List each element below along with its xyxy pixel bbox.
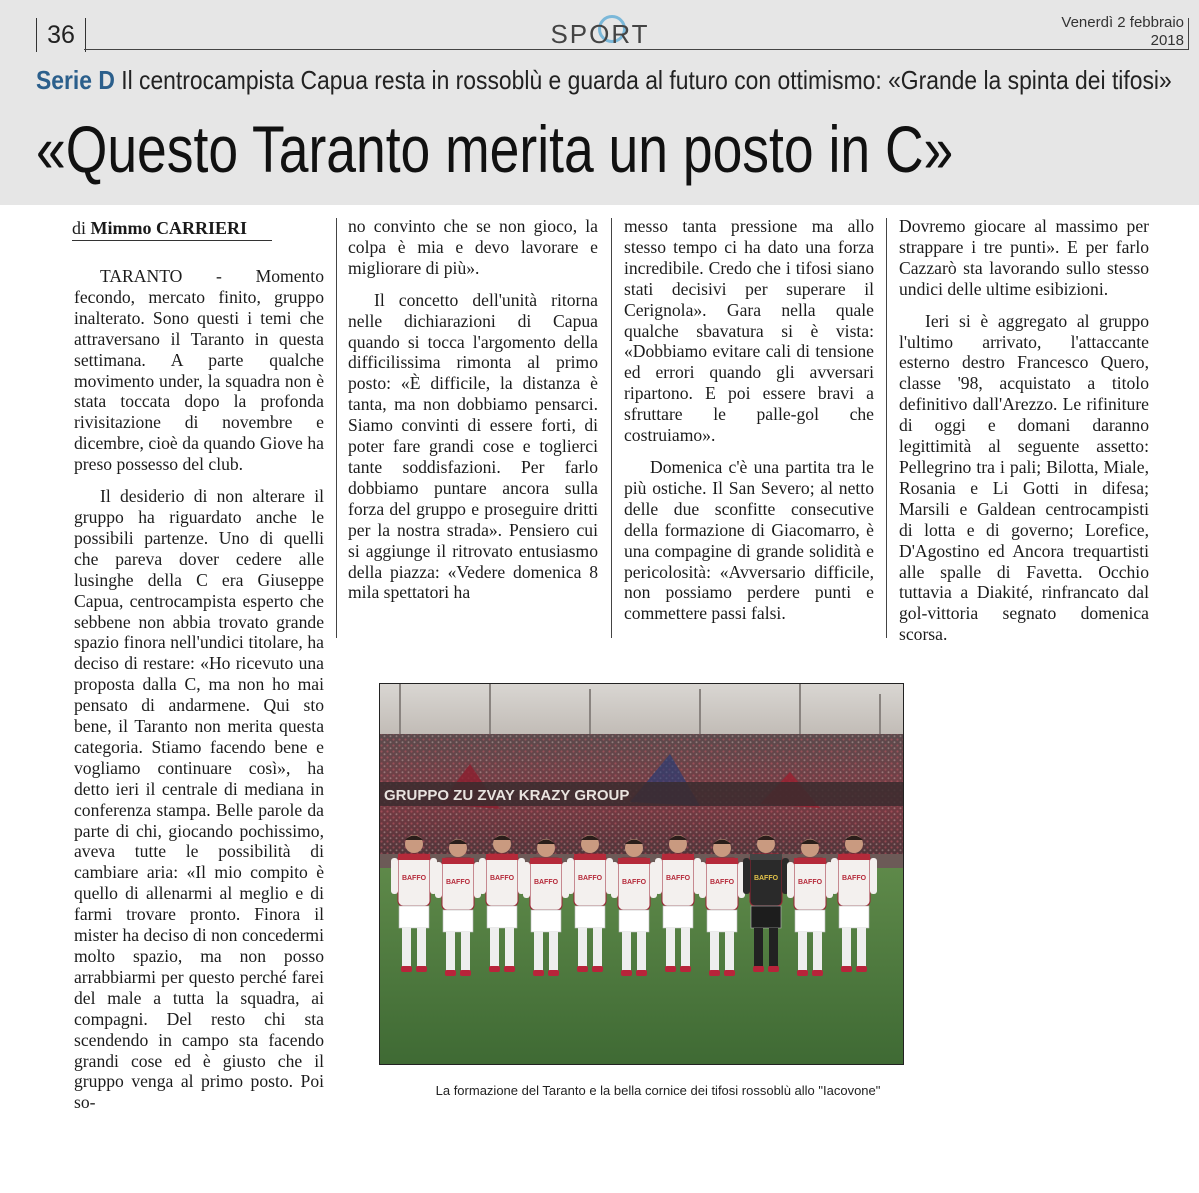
jersey-sponsor-text: BAFFO	[841, 875, 867, 882]
article-column-3	[624, 216, 874, 638]
jersey-sponsor-text: BAFFO	[753, 875, 779, 882]
byline-author: Mimmo CARRIERI	[90, 218, 248, 238]
article-column-2	[348, 216, 598, 638]
team-photo-illustration	[380, 684, 903, 1064]
byline-prefix: di	[72, 218, 87, 238]
issue-date	[1000, 14, 1184, 50]
team-photo	[379, 683, 904, 1065]
jersey-sponsor-text: BAFFO	[709, 879, 735, 886]
paragraph: Il desiderio di non alterare il gruppo ha riguardato anche le possibili partenze. Uno di quelli che pareva dover cedere alle lusinghe della C era Giuseppe Capua, centrocampista esperto che sebbene non abbia trovato grande spazio finora nell'undici titolare, ha deciso di restare: «Ho ricevuto una proposta dalla C, ma non ho mai pensato di andarmene. Qui sto bene, il Taranto non merita questa categoria. Stiamo facendo bene e vogliamo continuare così», ha detto ieri il centrale di mediana in conferenza stampa. Belle parole da parte di chi, giocando pochissimo, aveva tutte le possibilità di cambiare aria: «Il mio compito è quello di allenarmi al meglio e di farmi trovare pronto. Finora il mister ha deciso di non concedermi molto spazio, ma non posso arrabbiarmi per questo perché farei del male a tutta la squadra, ai compagni. Del resto chi sta scendendo in campo sta facendo grandi cose ed è giusto che il gruppo venga al primo posto. Poi so-	[74, 486, 324, 1113]
section-name: SPORT	[550, 19, 650, 49]
jersey-sponsor-text: BAFFO	[577, 875, 603, 882]
header-rule-right	[1188, 18, 1189, 50]
byline	[72, 216, 272, 241]
column-divider	[336, 218, 337, 638]
article-kicker	[36, 58, 1172, 102]
paragraph: Ieri si è aggregato al gruppo l'ultimo arrivato, l'attaccante esterno destro Francesco Quero, classe '98, acquistato a titolo definitivo dall'Arezzo. Le rifiniture di oggi e domani daranno legittimità al seguente assetto: Pellegrino tra i pali; Bilotta, Miale, Rosania e Li Gotti in difesa; Marsili e Galdean centrocampisti di lotta e di governo; Lorefice, D'Agostino ed Ancora trequartisti alle spalle di Favetta. Occhio tuttavia a Diakité, rinfrancato dal gol-vittoria segnato domenica scorsa.	[899, 310, 1149, 645]
column-divider	[611, 218, 612, 638]
photo-caption: La formazione del Taranto e la bella cornice dei tifosi rossoblù allo "Iacovone"	[435, 1083, 881, 1098]
page-number: 36	[36, 18, 86, 52]
jersey-sponsor-text: BAFFO	[665, 875, 691, 882]
issue-date-day: Venerdì 2 febbraio	[1061, 14, 1184, 31]
jersey-sponsor-text: BAFFO	[489, 875, 515, 882]
jersey-sponsor-text: BAFFO	[533, 879, 559, 886]
kicker-tag: Serie D	[36, 65, 115, 95]
jersey-sponsor-text: BAFFO	[401, 875, 427, 882]
column-divider	[886, 218, 887, 638]
jersey-sponsor-text: BAFFO	[445, 879, 471, 886]
kicker-text: Il centrocampista Capua resta in rossoblù e guarda al futuro con ottimismo: «Grande la spinta dei tifosi»	[121, 65, 1172, 95]
paragraph: Dovremo giocare al massimo per strappare i tre punti». E per farlo Cazzarò sta lavorando sullo stesso undici delle ultime esibizioni.	[899, 216, 1149, 299]
paragraph: Il concetto dell'unità ritorna nelle dichiarazioni di Capua quando si tocca l'argomento della difficilissima rimonta al primo posto: «È difficile, la distanza è tanta, ma non dobbiamo pensarci. Siamo convinti di essere forti, di poter fare grandi cose e toglierci tante soddisfazioni. Per farlo dobbiamo puntare ancora sulla forza del gruppo e proseguire dritti per la nostra strada». Pensiero cui si aggiunge il ritrovato entusiasmo della piazza: «Vedere domenica 8 mila spettatori ha	[348, 289, 598, 603]
paragraph: no convinto che se non gioco, la colpa è mia e devo lavorare e migliorare di più».	[348, 216, 598, 278]
paragraph: TARANTO - Momento fecondo, mercato finito, gruppo inalterato. Sono questi i temi che attraversano il Taranto in questa settimana. A parte qualche movimento under, la squadra non è stata toccata dopo la profonda rivisitazione di novembre e dicembre, cioè da quando Giove ha preso possesso del club.	[74, 266, 324, 475]
article-headline: «Questo Taranto merita un posto in C»	[36, 112, 954, 186]
paragraph: Domenica c'è una partita tra le più ostiche. Il San Severo; al netto delle due sconfitte consecutive della formazione di Giacomarro, è una compagine di grande solidità e pericolosità: «Avversario difficile, non possiamo perdere punti e commettere passi falsi.	[624, 456, 874, 624]
jersey-sponsor-text: BAFFO	[797, 879, 823, 886]
issue-date-year: 2018	[1150, 32, 1184, 49]
jersey-sponsor-text: BAFFO	[621, 879, 647, 886]
photo-banner-text: GRUPPO ZU ZVAY KRAZY GROUP	[384, 787, 630, 804]
article-column-1	[74, 266, 324, 1191]
article-column-4	[899, 216, 1149, 645]
paragraph: messo tanta pressione ma allo stesso tempo ci ha dato una forza incredibile. Credo che i tifosi siano stati decisivi per superare il Cerignola». Gara nella quale qualche sbavatura si è vista: «Dobbiamo evitare cali di tensione ed errori quando gli avversari ripartono. E poi essere bravi a sfruttare le palle-gol che costruiamo».	[624, 216, 874, 446]
